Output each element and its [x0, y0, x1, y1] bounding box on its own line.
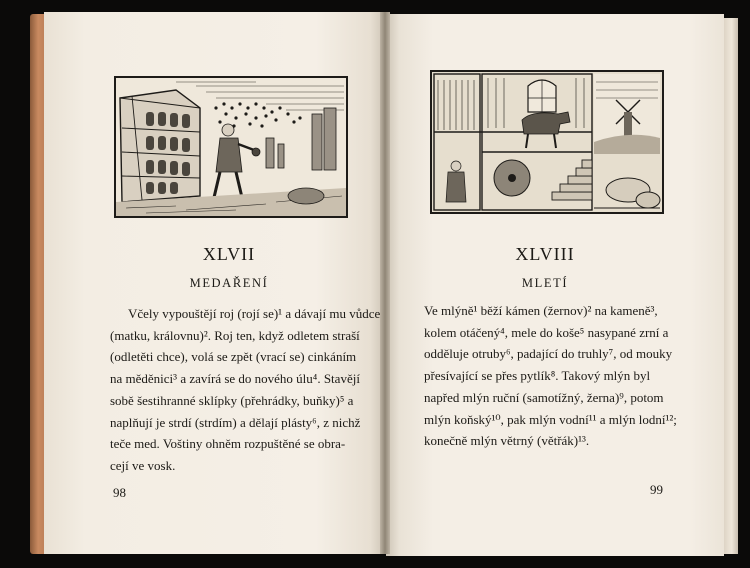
- text-line: napřed mlýn ruční (samotížný, žerna)⁹, potom: [424, 389, 664, 405]
- text-line: (odletěti chce), volá se zpět (vrací se) cinkáním: [110, 349, 357, 365]
- text-line: cejí ve vosk.: [110, 457, 176, 473]
- text-line: teče med. Voštiny ohněm rozpuštěné se obra-: [110, 436, 346, 452]
- text-line: naplňují je strdí (strdím) a dělají plásty⁶, z nichž: [110, 414, 361, 430]
- chapter-title-right: MLETÍ: [521, 276, 569, 290]
- text-line: Ve mlýně¹ běží kámen (žernov)² na kameně³,: [424, 303, 658, 318]
- text-line: mlýn koňský¹⁰, pak mlýn vodní¹¹ a mlýn lodní¹²;: [424, 411, 677, 427]
- book-edge-right: [722, 18, 738, 554]
- chapter-title-left: MEDAŘENÍ: [189, 276, 269, 290]
- text-line: Včely vypouštějí roj (rojí se)¹ a dávají mu vůdce: [128, 306, 381, 321]
- chapter-number-right: XLVIII: [515, 244, 575, 264]
- book-gutter: [380, 12, 390, 554]
- chapter-number-left: XLVII: [202, 244, 256, 264]
- text-line: (matku, královnu)². Roj ten, když odletem straší: [110, 327, 360, 343]
- chapter-text-right: [424, 300, 677, 452]
- text-line: na měděnici³ a zavírá se do nového úlu⁴. Stavějí: [110, 371, 360, 387]
- chapter-text-left: [110, 303, 381, 477]
- text-line: konečně mlýn větrný (větřák)¹³.: [424, 433, 590, 449]
- text-line: přesívající se přes pytlík⁸. Takový mlýn byl: [424, 368, 651, 384]
- mill-illustration: [430, 70, 664, 214]
- page-number-left: 98: [113, 485, 126, 500]
- beekeeping-illustration: [114, 76, 348, 218]
- page-number-right: 99: [650, 482, 663, 497]
- text-line: sobě šestihranné sklípky (přehrádky, buňky)⁵ a: [110, 392, 354, 408]
- text-line: kolem otáčený⁴, mele do koše⁵ nasypané zrní a: [424, 324, 669, 340]
- text-line: odděluje otruby⁶, padající do truhly⁷, od mouky: [424, 346, 673, 362]
